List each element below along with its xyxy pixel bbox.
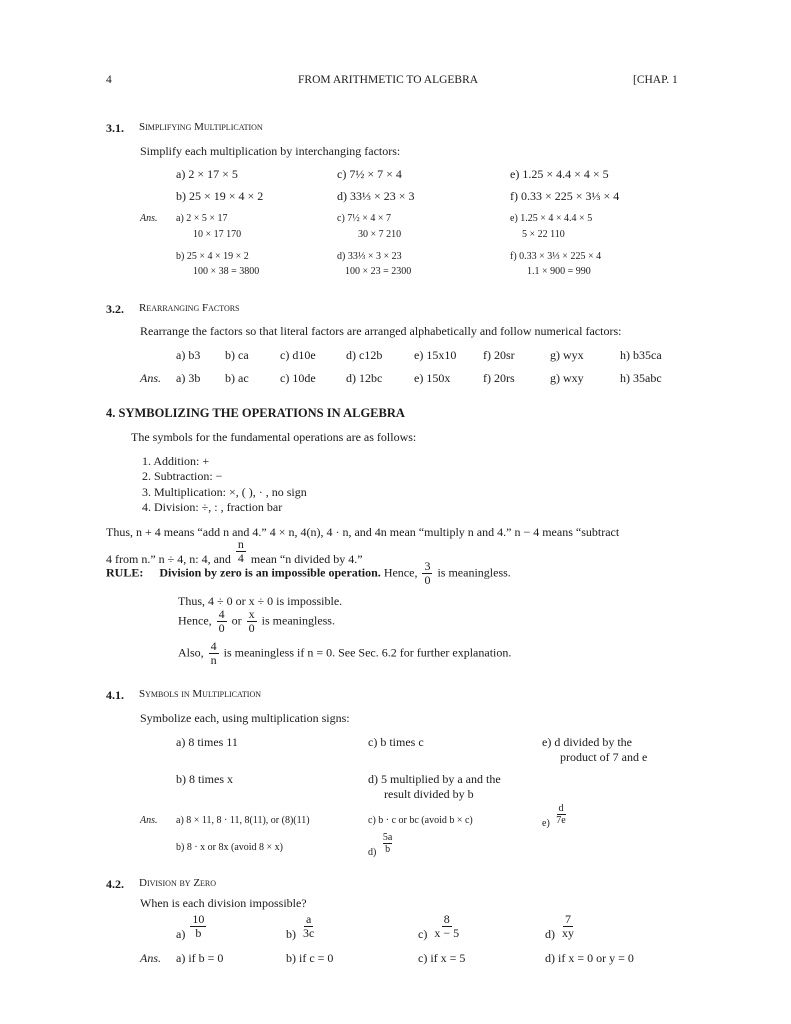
answer-d: d) 33⅓ × 3 × 23	[337, 251, 402, 262]
problem-e: e) d divided by the	[542, 735, 632, 749]
example-text: Also,	[178, 645, 204, 660]
answer-label: Ans.	[140, 951, 161, 965]
example-line: Thus, 4 ÷ 0 or x ÷ 0 is impossible.	[178, 594, 343, 608]
numerator: d	[558, 803, 564, 814]
problem-c: c) 7½ × 7 × 4	[337, 167, 402, 181]
answer-b: b) if c = 0	[286, 951, 334, 965]
numerator: 7	[565, 912, 571, 926]
numerator: 8	[443, 912, 450, 926]
problem-number: 4.1.	[106, 688, 124, 702]
problem-b	[286, 913, 318, 940]
numerator: 3	[424, 559, 431, 573]
problem-a	[176, 913, 208, 940]
problem-e: e) 15x10	[414, 348, 457, 362]
fraction	[432, 913, 461, 940]
answer-c: c) 7½ × 4 × 7	[337, 213, 392, 224]
instruction: When is each division impossible?	[140, 896, 307, 910]
answer-g: g) wxy	[550, 371, 584, 385]
list-item: 3. Multiplication: ×, ( ), · , no sign	[142, 485, 307, 499]
fraction	[247, 608, 257, 635]
problem-label: b)	[286, 927, 296, 942]
example-text: Hence,	[178, 613, 212, 628]
problem-title: Division by Zero	[139, 877, 217, 889]
problem-title: Simplifying Multiplication	[139, 121, 263, 133]
numerator: 4	[210, 639, 217, 653]
instruction: Rearrange the factors so that literal factors are arranged alphabetically and follow numerical factors:	[140, 324, 622, 338]
numerator: 10	[192, 912, 205, 926]
problem-d	[545, 913, 578, 940]
problem-title: Symbols in Multiplication	[139, 688, 261, 700]
answer-d: d) if x = 0 or y = 0	[545, 951, 634, 965]
answer-label: Ans.	[140, 371, 161, 385]
answer-e: e) 1.25 × 4 × 4.4 × 5	[510, 213, 593, 224]
problem-d: d) 5 multiplied by a and the	[368, 772, 501, 786]
paragraph-text: 4 from n.” n ÷ 4, n: 4, and	[106, 552, 231, 567]
problem-g: g) wyx	[550, 348, 584, 362]
problem-a: a) b3	[176, 348, 201, 362]
denominator: 0	[424, 573, 431, 588]
answer-prefix: e)	[542, 817, 550, 829]
chapter-label: [CHAP. 1	[633, 74, 678, 86]
denominator: 7e	[556, 815, 566, 826]
problem-f: f) 0.33 × 225 × 3⅓ × 4	[510, 189, 620, 203]
example-line	[178, 608, 335, 635]
problem-c: c) d10e	[280, 348, 316, 362]
rule-statement: Division by zero is an impossible operation.	[159, 565, 381, 580]
problem-d: d) 33⅓ × 23 × 3	[337, 189, 415, 203]
answer-label: Ans.	[140, 213, 158, 224]
denominator: b	[195, 926, 202, 941]
denominator: xy	[562, 926, 574, 941]
problem-h: h) b35ca	[620, 348, 662, 362]
example-text: is meaningless if n = 0. See Sec. 6.2 for further explanation.	[223, 645, 512, 660]
problem-d: d) c12b	[346, 348, 383, 362]
answer-d-result: 100 × 23 = 2300	[345, 266, 412, 277]
fraction	[554, 803, 567, 826]
fraction	[560, 913, 576, 940]
answer-prefix: d)	[368, 846, 377, 858]
problem-number: 4.2.	[106, 877, 124, 891]
answer-c-result: 30 × 7 210	[358, 229, 402, 240]
numerator: 4	[218, 607, 225, 621]
example-text: is meaningless.	[261, 613, 335, 628]
denominator: n	[210, 653, 217, 668]
answer-c: c) 10de	[280, 371, 316, 385]
rule-label: RULE:	[106, 565, 144, 580]
answer-b-result: 100 × 38 = 3800	[193, 266, 260, 277]
denominator: 3c	[303, 926, 315, 941]
numerator: n	[237, 537, 244, 551]
fraction	[209, 640, 219, 667]
list-item: 1. Addition: +	[142, 454, 210, 468]
problem-label: c)	[418, 927, 428, 942]
section-heading: 4. SYMBOLIZING THE OPERATIONS IN ALGEBRA	[106, 406, 405, 420]
answer-c: c) if x = 5	[418, 951, 466, 965]
instruction: Simplify each multiplication by interchanging factors:	[140, 144, 401, 158]
answer-a: a) if b = 0	[176, 951, 224, 965]
answer-e-result: 5 × 22 110	[522, 229, 565, 240]
example-line	[178, 640, 511, 667]
answer-b: b) ac	[225, 371, 249, 385]
problem-c: c) b times c	[368, 735, 424, 749]
fraction	[190, 913, 206, 940]
fraction	[381, 832, 394, 855]
fraction	[422, 560, 432, 587]
paragraph-line: Thus, n + 4 means “add n and 4.” 4 × n, 4(n), 4 · n, and 4n mean “multiply n and 4.” n − 4 means “subtract	[106, 525, 620, 539]
answer-f: f) 0.33 × 3⅓ × 225 × 4	[510, 251, 602, 262]
answer-h: h) 35abc	[620, 371, 662, 385]
numerator: a	[306, 912, 312, 926]
denominator: 0	[248, 621, 255, 636]
problem-f: f) 20sr	[483, 348, 515, 362]
answer-b: b) 8 · x or 8x (avoid 8 × x)	[176, 842, 284, 853]
denominator: 4	[237, 551, 244, 566]
problem-number: 3.1.	[106, 121, 124, 135]
denominator: b	[385, 844, 391, 855]
denominator: 0	[218, 621, 225, 636]
answer-a: a) 2 × 5 × 17	[176, 213, 228, 224]
answer-label: Ans.	[140, 815, 158, 826]
problem-label: a)	[176, 927, 186, 942]
list-item: 4. Division: ÷, : , fraction bar	[142, 500, 283, 514]
problem-number: 3.2.	[106, 302, 124, 316]
answer-c: c) b · c or bc (avoid b × c)	[368, 815, 473, 826]
fraction	[217, 608, 227, 635]
problem-e-cont: product of 7 and e	[560, 750, 648, 764]
answer-b: b) 25 × 4 × 19 × 2	[176, 251, 249, 262]
answer-d	[368, 832, 396, 858]
answer-e	[542, 803, 570, 829]
problem-title: Rearranging Factors	[139, 302, 240, 314]
rule-text: Hence,	[383, 565, 418, 580]
answer-f-result: 1.1 × 900 = 990	[527, 266, 591, 277]
paragraph-text: mean “n divided by 4.”	[250, 552, 363, 567]
instruction: Symbolize each, using multiplication signs:	[140, 711, 350, 725]
problem-label: d)	[545, 927, 555, 942]
problem-c	[418, 913, 463, 940]
rule-tail: is meaningless.	[437, 565, 511, 580]
answer-f: f) 20rs	[483, 371, 515, 385]
section-intro: The symbols for the fundamental operations are as follows:	[131, 430, 417, 444]
problem-b: b) 25 × 19 × 4 × 2	[176, 189, 264, 203]
problem-d-cont: result divided by b	[384, 787, 474, 801]
denominator: x − 5	[434, 926, 460, 941]
problem-b: b) 8 times x	[176, 772, 233, 786]
problem-b: b) ca	[225, 348, 249, 362]
answer-e: e) 150x	[414, 371, 451, 385]
example-text: or	[231, 613, 242, 628]
running-title: FROM ARITHMETIC TO ALGEBRA	[298, 74, 479, 86]
rule-line	[106, 560, 511, 587]
answer-d: d) 12bc	[346, 371, 383, 385]
problem-a: a) 2 × 17 × 5	[176, 167, 238, 181]
answer-a: a) 8 × 11, 8 · 11, 8(11), or (8)(11)	[176, 815, 310, 826]
answer-a: a) 3b	[176, 371, 201, 385]
page-number: 4	[106, 74, 112, 86]
problem-e: e) 1.25 × 4.4 × 4 × 5	[510, 167, 609, 181]
list-item: 2. Subtraction: −	[142, 469, 223, 483]
answer-a-result: 10 × 17 170	[193, 229, 242, 240]
numerator: x	[248, 607, 255, 621]
fraction	[301, 913, 316, 940]
numerator: 5a	[382, 832, 393, 843]
problem-a: a) 8 times 11	[176, 735, 238, 749]
